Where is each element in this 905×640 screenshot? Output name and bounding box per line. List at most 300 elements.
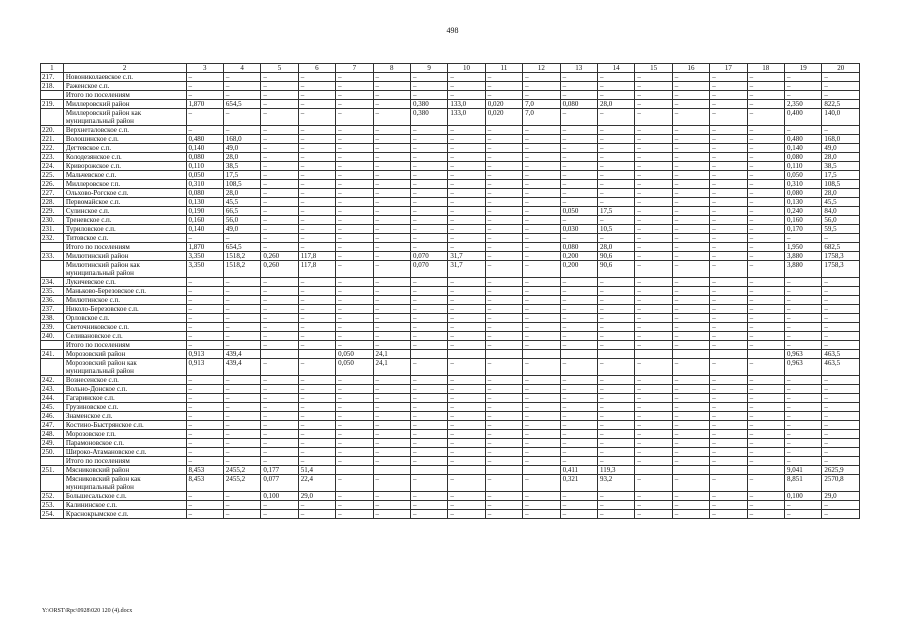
value-cell: – (223, 82, 260, 91)
value-cell: 0,140 (785, 144, 822, 153)
value-cell: – (710, 207, 747, 216)
value-cell: – (373, 323, 410, 332)
value-cell: – (635, 135, 672, 144)
value-cell: – (261, 135, 298, 144)
value-cell: – (747, 359, 784, 376)
table-row (41, 403, 860, 412)
table-row (41, 198, 860, 207)
value-cell: – (186, 439, 223, 448)
row-number-cell: 227. (41, 189, 64, 198)
value-cell: – (410, 421, 447, 430)
value-cell: – (822, 287, 860, 296)
value-cell: – (672, 314, 709, 323)
value-cell: – (635, 332, 672, 341)
value-cell: – (672, 261, 709, 278)
value-cell: – (523, 457, 560, 466)
value-cell: – (523, 394, 560, 403)
value-cell: – (560, 501, 597, 510)
value-cell: – (523, 189, 560, 198)
value-cell: – (672, 153, 709, 162)
value-cell: – (298, 189, 335, 198)
page-number: 498 (446, 26, 459, 35)
value-cell: – (298, 135, 335, 144)
value-cell: – (410, 82, 447, 91)
value-cell: – (635, 234, 672, 243)
value-cell: 0,100 (261, 492, 298, 501)
value-cell: – (485, 171, 522, 180)
value-cell: – (298, 162, 335, 171)
table-row (41, 243, 860, 252)
value-cell: – (560, 109, 597, 126)
value-cell: – (560, 394, 597, 403)
value-cell: – (336, 126, 373, 135)
table-row (41, 100, 860, 109)
value-cell: 0,170 (785, 225, 822, 234)
value-cell: – (710, 376, 747, 385)
value-cell: 133,0 (448, 109, 485, 126)
value-cell: – (298, 394, 335, 403)
value-cell: 439,4 (223, 350, 260, 359)
value-cell: – (186, 385, 223, 394)
value-cell: – (261, 305, 298, 314)
value-cell: – (448, 91, 485, 100)
table-row (41, 180, 860, 189)
value-cell: – (597, 439, 634, 448)
value-cell: – (710, 287, 747, 296)
value-cell: – (672, 421, 709, 430)
municipality-name-cell: Лукичевское с.п. (63, 278, 186, 287)
value-cell: – (747, 287, 784, 296)
value-cell: – (597, 457, 634, 466)
value-cell: 24,1 (373, 350, 410, 359)
municipality-name-cell: Широко-Атамановское с.п. (63, 448, 186, 457)
value-cell: – (373, 100, 410, 109)
value-cell: – (373, 305, 410, 314)
value-cell: 1758,3 (822, 261, 860, 278)
value-cell: – (336, 243, 373, 252)
value-cell: – (560, 126, 597, 135)
value-cell: – (336, 385, 373, 394)
value-cell: – (523, 439, 560, 448)
value-cell: – (747, 261, 784, 278)
value-cell: – (336, 278, 373, 287)
value-cell: – (373, 439, 410, 448)
value-cell: – (672, 359, 709, 376)
value-cell: – (523, 162, 560, 171)
value-cell: – (336, 287, 373, 296)
value-cell: – (298, 430, 335, 439)
column-number-header: 3 (186, 64, 223, 73)
value-cell: – (261, 287, 298, 296)
value-cell: – (298, 412, 335, 421)
value-cell: – (298, 144, 335, 153)
value-cell: – (485, 234, 522, 243)
value-cell: – (560, 430, 597, 439)
value-cell: – (261, 439, 298, 448)
municipality-name-cell: Первомайское с.п. (63, 198, 186, 207)
value-cell: 108,5 (223, 180, 260, 189)
value-cell: – (410, 296, 447, 305)
value-cell: – (635, 162, 672, 171)
value-cell: – (635, 412, 672, 421)
value-cell: – (223, 376, 260, 385)
value-cell: – (485, 287, 522, 296)
value-cell: 0,130 (785, 198, 822, 207)
value-cell: – (747, 394, 784, 403)
value-cell: – (298, 171, 335, 180)
value-cell: – (560, 296, 597, 305)
value-cell: – (223, 448, 260, 457)
value-cell: 0,077 (261, 475, 298, 492)
value-cell: – (261, 162, 298, 171)
value-cell: – (747, 501, 784, 510)
value-cell: – (710, 403, 747, 412)
value-cell: – (635, 91, 672, 100)
value-cell: – (261, 376, 298, 385)
value-cell: – (186, 341, 223, 350)
value-cell: – (672, 385, 709, 394)
value-cell: – (747, 162, 784, 171)
value-cell: – (485, 296, 522, 305)
table-row (41, 91, 860, 100)
value-cell: – (635, 314, 672, 323)
value-cell: – (785, 278, 822, 287)
value-cell: – (410, 91, 447, 100)
value-cell: – (523, 492, 560, 501)
municipality-name-cell: Миллеровский район (63, 100, 186, 109)
value-cell: 682,5 (822, 243, 860, 252)
value-cell: – (448, 162, 485, 171)
table-row (41, 430, 860, 439)
value-cell: – (710, 394, 747, 403)
value-cell: – (597, 412, 634, 421)
table-row (41, 109, 860, 126)
value-cell: 3,880 (785, 252, 822, 261)
value-cell: 2625,9 (822, 466, 860, 475)
value-cell: – (635, 225, 672, 234)
value-cell: 2455,2 (223, 466, 260, 475)
value-cell: – (672, 278, 709, 287)
value-cell: 17,5 (597, 207, 634, 216)
value-cell: 24,1 (373, 359, 410, 376)
value-cell: 140,0 (822, 109, 860, 126)
value-cell: 822,5 (822, 100, 860, 109)
value-cell: – (822, 430, 860, 439)
value-cell: – (261, 243, 298, 252)
value-cell: – (448, 341, 485, 350)
column-number-header: 12 (523, 64, 560, 73)
value-cell: – (560, 189, 597, 198)
value-cell: – (635, 207, 672, 216)
value-cell: – (336, 261, 373, 278)
municipality-name-cell: Треневское с.п. (63, 216, 186, 225)
value-cell: – (186, 394, 223, 403)
column-number-header: 15 (635, 64, 672, 73)
value-cell: 7,0 (523, 100, 560, 109)
value-cell: – (672, 198, 709, 207)
value-cell: – (186, 296, 223, 305)
value-cell: – (261, 394, 298, 403)
municipality-name-cell: Знаменское с.п. (63, 412, 186, 421)
municipality-name-cell: Вознесенское с.п. (63, 376, 186, 385)
column-number-header: 17 (710, 64, 747, 73)
value-cell: 0,140 (186, 225, 223, 234)
value-cell: – (261, 457, 298, 466)
value-cell: 0,200 (560, 252, 597, 261)
value-cell: – (785, 448, 822, 457)
value-cell: 9,041 (785, 466, 822, 475)
value-cell: – (336, 457, 373, 466)
municipality-name-cell: Мальчевское с.п. (63, 171, 186, 180)
value-cell: – (186, 403, 223, 412)
value-cell: – (448, 189, 485, 198)
value-cell: – (336, 376, 373, 385)
value-cell: – (822, 394, 860, 403)
value-cell: – (747, 439, 784, 448)
value-cell: – (597, 287, 634, 296)
value-cell: – (523, 332, 560, 341)
value-cell: – (336, 510, 373, 519)
value-cell: – (336, 189, 373, 198)
row-number-cell: 235. (41, 287, 64, 296)
column-number-header: 4 (223, 64, 260, 73)
value-cell: – (822, 448, 860, 457)
value-cell: – (710, 82, 747, 91)
value-cell: – (597, 153, 634, 162)
value-cell: – (410, 198, 447, 207)
column-number-header: 19 (785, 64, 822, 73)
value-cell: – (597, 296, 634, 305)
table-row (41, 359, 860, 376)
value-cell: – (261, 207, 298, 216)
value-cell: – (410, 305, 447, 314)
value-cell: – (597, 216, 634, 225)
value-cell: – (560, 153, 597, 162)
value-cell (373, 466, 410, 475)
value-cell: 168,0 (223, 135, 260, 144)
value-cell: – (448, 171, 485, 180)
value-cell: – (410, 448, 447, 457)
municipality-name-cell: Мясниковский район (63, 466, 186, 475)
value-cell: – (485, 403, 522, 412)
value-cell: – (710, 430, 747, 439)
value-cell: – (672, 475, 709, 492)
value-cell: – (373, 234, 410, 243)
value-cell: – (672, 341, 709, 350)
column-number-header: 11 (485, 64, 522, 73)
value-cell: – (747, 278, 784, 287)
value-cell: – (261, 341, 298, 350)
value-cell: 0,050 (336, 359, 373, 376)
municipality-name-cell: Милютинский район как муниципальный район (63, 261, 186, 278)
value-cell: 654,5 (223, 243, 260, 252)
value-cell: – (261, 82, 298, 91)
value-cell: – (560, 403, 597, 412)
municipality-name-cell: Светочниковское с.п. (63, 323, 186, 332)
value-cell: 0,310 (785, 180, 822, 189)
value-cell: 90,6 (597, 252, 634, 261)
value-cell: – (560, 287, 597, 296)
value-cell: – (223, 332, 260, 341)
value-cell: 0,260 (261, 252, 298, 261)
value-cell: – (410, 332, 447, 341)
municipality-name-cell: Морозовское г.п. (63, 430, 186, 439)
value-cell: – (785, 385, 822, 394)
value-cell: – (373, 109, 410, 126)
municipality-name-cell: Туриловское с.п. (63, 225, 186, 234)
value-cell: – (785, 126, 822, 135)
value-cell: – (523, 198, 560, 207)
value-cell: – (597, 162, 634, 171)
row-number-cell: 245. (41, 403, 64, 412)
value-cell: 0,080 (785, 153, 822, 162)
value-cell (672, 350, 709, 359)
value-cell: – (410, 243, 447, 252)
row-number-cell: 219. (41, 100, 64, 109)
value-cell: – (186, 305, 223, 314)
table-row (41, 332, 860, 341)
value-cell: – (485, 180, 522, 189)
value-cell: – (747, 510, 784, 519)
value-cell: 0,963 (785, 350, 822, 359)
municipality-name-cell: Костино-Быстрянское с.п. (63, 421, 186, 430)
value-cell: – (597, 403, 634, 412)
column-number-header: 13 (560, 64, 597, 73)
value-cell: – (523, 135, 560, 144)
value-cell: – (597, 492, 634, 501)
value-cell: 0,080 (560, 100, 597, 109)
value-cell: 51,4 (298, 466, 335, 475)
value-cell: – (635, 82, 672, 91)
value-cell: – (560, 278, 597, 287)
value-cell: – (710, 305, 747, 314)
value-cell: – (485, 341, 522, 350)
table-row (41, 385, 860, 394)
value-cell: – (223, 510, 260, 519)
value-cell: – (523, 91, 560, 100)
value-cell: – (373, 243, 410, 252)
value-cell: – (298, 73, 335, 82)
value-cell: – (672, 162, 709, 171)
value-cell: 8,453 (186, 466, 223, 475)
value-cell: – (448, 430, 485, 439)
row-number-cell: 246. (41, 412, 64, 421)
row-number-cell (41, 475, 64, 492)
value-cell: – (373, 144, 410, 153)
value-cell: – (373, 457, 410, 466)
value-cell (560, 350, 597, 359)
value-cell (710, 350, 747, 359)
value-cell: – (261, 448, 298, 457)
value-cell: – (523, 180, 560, 189)
value-cell: – (448, 216, 485, 225)
value-cell: – (672, 144, 709, 153)
value-cell: 117,8 (298, 252, 335, 261)
value-cell: – (785, 91, 822, 100)
value-cell: – (747, 216, 784, 225)
value-cell: – (597, 376, 634, 385)
table-row (41, 466, 860, 475)
column-number-header: 18 (747, 64, 784, 73)
value-cell: – (672, 430, 709, 439)
table-row (41, 135, 860, 144)
value-cell: 49,0 (223, 144, 260, 153)
value-cell: – (747, 234, 784, 243)
value-cell: – (710, 126, 747, 135)
value-cell: – (747, 475, 784, 492)
table-row (41, 153, 860, 162)
value-cell: – (560, 234, 597, 243)
row-number-cell: 229. (41, 207, 64, 216)
value-cell: – (710, 144, 747, 153)
value-cell: – (223, 91, 260, 100)
value-cell: – (560, 144, 597, 153)
value-cell: – (710, 153, 747, 162)
value-cell: 22,4 (298, 475, 335, 492)
value-cell: – (785, 305, 822, 314)
value-cell: – (710, 73, 747, 82)
value-cell: – (448, 180, 485, 189)
value-cell: – (373, 314, 410, 323)
value-cell: – (448, 457, 485, 466)
value-cell: – (523, 287, 560, 296)
value-cell: – (523, 412, 560, 421)
value-cell: – (373, 162, 410, 171)
value-cell: 84,0 (822, 207, 860, 216)
value-cell: – (560, 341, 597, 350)
value-cell: 0,380 (410, 100, 447, 109)
value-cell: – (710, 501, 747, 510)
row-number-cell (41, 261, 64, 278)
value-cell: – (672, 492, 709, 501)
value-cell: – (336, 332, 373, 341)
value-cell: – (560, 180, 597, 189)
value-cell: – (635, 153, 672, 162)
row-number-cell: 231. (41, 225, 64, 234)
value-cell: – (485, 73, 522, 82)
value-cell: – (448, 82, 485, 91)
value-cell: – (597, 421, 634, 430)
value-cell: 1758,3 (822, 252, 860, 261)
value-cell: – (448, 144, 485, 153)
column-number-header: 16 (672, 64, 709, 73)
value-cell: – (261, 171, 298, 180)
value-cell: – (597, 430, 634, 439)
value-cell (635, 466, 672, 475)
value-cell: – (261, 189, 298, 198)
value-cell: 2570,8 (822, 475, 860, 492)
value-cell: 0,160 (186, 216, 223, 225)
table-row (41, 305, 860, 314)
value-cell: – (373, 73, 410, 82)
value-cell: 8,453 (186, 475, 223, 492)
value-cell: – (635, 403, 672, 412)
value-cell: – (785, 403, 822, 412)
value-cell: – (597, 305, 634, 314)
table-row (41, 314, 860, 323)
value-cell (710, 466, 747, 475)
value-cell: – (523, 82, 560, 91)
value-cell: 0,321 (560, 475, 597, 492)
value-cell: – (485, 332, 522, 341)
value-cell: – (336, 82, 373, 91)
value-cell: – (597, 332, 634, 341)
value-cell: – (448, 475, 485, 492)
value-cell: – (336, 100, 373, 109)
row-number-cell: 237. (41, 305, 64, 314)
value-cell: – (710, 278, 747, 287)
column-number-header: 1 (41, 64, 64, 73)
